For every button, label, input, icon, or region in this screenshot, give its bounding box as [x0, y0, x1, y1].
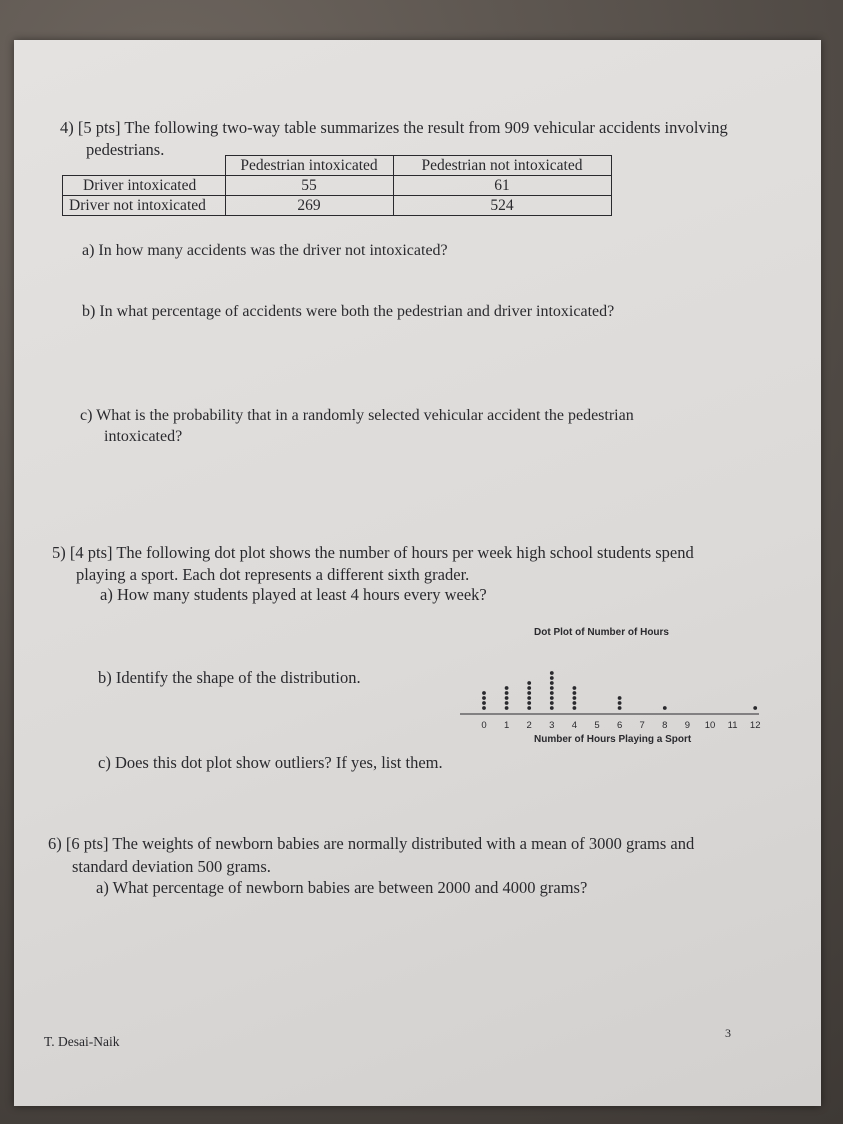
dot-plot-xlabel: Number of Hours Playing a Sport	[534, 734, 692, 745]
dot-plot-point	[663, 706, 667, 710]
q6-header: 6) [6 pts] The weights of newborn babies are normally distributed with a mean of 3000 grams and	[48, 834, 695, 853]
dot-plot-tick-label: 5	[594, 720, 600, 731]
q6-part-a: a) What percentage of newborn babies are between 2000 and 4000 grams?	[96, 878, 588, 897]
dot-plot-point	[482, 706, 486, 710]
dot-plot-tick-label: 6	[616, 720, 623, 731]
dot-plot-tick-label: 8	[662, 720, 668, 731]
dot-plot-tick-label: 10	[704, 720, 716, 731]
dot-plot-point	[618, 696, 622, 700]
col-header-ped-not-intox: Pedestrian not intoxicated	[393, 156, 611, 176]
q5-header: 5) [4 pts] The following dot plot shows the number of hours per week high school students spend	[52, 543, 694, 562]
dot-plot-point	[753, 706, 757, 710]
dot-plot-point	[550, 676, 554, 680]
dot-plot-point	[527, 706, 531, 710]
dot-plot-point	[550, 691, 554, 695]
dot-plot	[454, 618, 774, 748]
q4-part-a: a) In how many accidents was the driver not intoxicated?	[82, 242, 448, 259]
q4-part-c-line1: c) What is the probability that in a randomly selected vehicular accident the pedestrian	[80, 407, 634, 424]
dot-plot-point	[550, 696, 554, 700]
row-header-driver-not-intox: Driver not intoxicated	[63, 196, 226, 216]
dot-plot-point	[527, 686, 531, 690]
dot-plot-tick-label: 7	[639, 720, 645, 731]
q6-header-line2: standard deviation 500 grams.	[72, 857, 271, 876]
dot-plot-point	[482, 701, 486, 705]
q4-part-c-line2: intoxicated?	[104, 428, 183, 445]
col-header-ped-intox: Pedestrian intoxicated	[225, 156, 393, 176]
dot-plot-point	[550, 681, 554, 685]
dot-plot-point	[550, 686, 554, 690]
q5-part-c: c) Does this dot plot show outliers? If yes, list them.	[98, 753, 443, 772]
row-header-driver-intox: Driver intoxicated	[63, 176, 226, 196]
q5-part-a: a) How many students played at least 4 hours every week?	[100, 585, 487, 604]
dot-plot-tick-label: 12	[749, 720, 761, 731]
q4-header: 4) [5 pts] The following two-way table summarizes the result from 909 vehicular accidents involving	[60, 118, 728, 137]
footer-author: T. Desai-Naik	[44, 1034, 120, 1049]
dot-plot-tick-label: 2	[526, 720, 532, 731]
dot-plot-title: Dot Plot of Number of Hours	[534, 627, 669, 638]
dot-plot-point	[573, 686, 577, 690]
dot-plot-point	[505, 706, 509, 710]
page-number: 3	[725, 1026, 731, 1040]
dot-plot-tick-label: 1	[503, 720, 510, 731]
worksheet-page	[14, 40, 821, 1106]
dot-plot-tick-label: 9	[684, 720, 691, 731]
table-cell: 524	[393, 196, 611, 216]
dot-plot-point	[505, 686, 509, 690]
dot-plot-point	[618, 706, 622, 710]
q4-header-line2: pedestrians.	[86, 140, 165, 159]
dot-plot-point	[573, 701, 577, 705]
q5-part-b: b) Identify the shape of the distribution.	[98, 668, 361, 687]
dot-plot-tick-label: 11	[727, 720, 738, 731]
dot-plot-point	[527, 696, 531, 700]
dot-plot-point	[550, 706, 554, 710]
dot-plot-point	[527, 701, 531, 705]
q4-part-b: b) In what percentage of accidents were both the pedestrian and driver intoxicated?	[82, 303, 615, 320]
dot-plot-point	[482, 691, 486, 695]
dot-plot-point	[618, 701, 622, 705]
table-cell: 61	[393, 176, 611, 196]
dot-plot-point	[550, 701, 554, 705]
dot-plot-point	[527, 691, 531, 695]
table-cell: 55	[225, 176, 393, 196]
dot-plot-point	[482, 696, 486, 700]
dot-plot-point	[573, 696, 577, 700]
dot-plot-tick-label: 0	[481, 720, 487, 731]
dot-plot-point	[573, 706, 577, 710]
dot-plot-point	[505, 701, 509, 705]
dot-plot-point	[573, 691, 577, 695]
table-cell: 269	[225, 196, 393, 216]
dot-plot-tick-label: 3	[549, 720, 555, 731]
dot-plot-tick-label: 4	[571, 720, 578, 731]
dot-plot-point	[550, 671, 554, 675]
dot-plot-point	[505, 691, 509, 695]
dot-plot-point	[505, 696, 509, 700]
q5-header-line2: playing a sport. Each dot represents a different sixth grader.	[76, 565, 470, 584]
two-way-table	[62, 155, 612, 216]
dot-plot-point	[527, 681, 531, 685]
